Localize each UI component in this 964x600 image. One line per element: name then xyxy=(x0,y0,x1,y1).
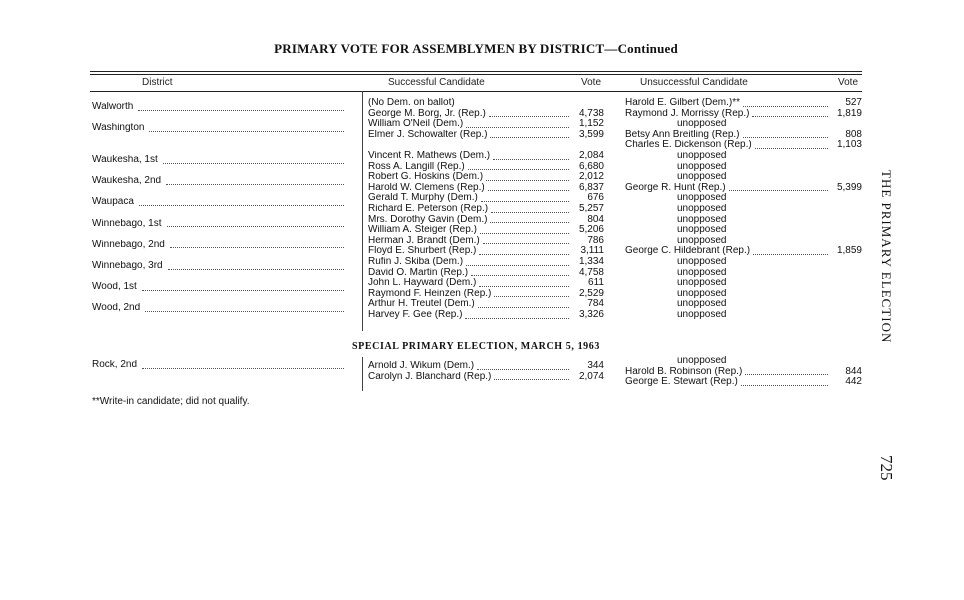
dot-leader xyxy=(753,254,828,255)
unsuccessful-candidate-name: unopposed xyxy=(677,172,727,183)
successful-vote: 1,334 xyxy=(578,256,604,267)
district-name: Walworth xyxy=(92,102,134,112)
unsuccessful-candidate xyxy=(677,310,827,321)
dot-leader xyxy=(493,159,569,160)
unsuccessful-candidate-name: unopposed xyxy=(677,119,727,130)
special-unsuccessful-candidate-name: unopposed xyxy=(677,356,727,366)
unsuccessful-candidate-name: George C. Hildebrant (Rep.) xyxy=(625,246,751,257)
district-row xyxy=(92,176,346,187)
successful-candidate xyxy=(368,215,572,226)
dot-leader xyxy=(755,148,828,149)
district-name: Winnebago, 2nd xyxy=(92,239,165,250)
district-row xyxy=(92,197,346,208)
header-top-rule xyxy=(90,71,862,72)
dot-leader xyxy=(466,265,569,266)
district-name: Waukesha, 1st xyxy=(92,155,158,165)
successful-candidate-name: (No Dem. on ballot) xyxy=(368,98,455,108)
successful-candidate-name: Herman J. Brandt (Dem.) xyxy=(368,235,480,246)
dot-leader xyxy=(743,137,829,138)
unsuccessful-candidate-name: Harold E. Gilbert (Dem.)** xyxy=(625,98,741,108)
district-name: Winnebago, 3rd xyxy=(92,261,163,271)
unsuccessful-candidate-name: unopposed xyxy=(677,257,727,267)
successful-vote: 6,680 xyxy=(578,160,604,172)
successful-candidate-name: John L. Hayward (Dem.) xyxy=(368,278,477,289)
unsuccessful-candidate-name: George R. Hunt (Rep.) xyxy=(625,182,726,193)
successful-candidate-name: Richard E. Peterson (Rep.) xyxy=(368,204,489,214)
district-row xyxy=(92,282,346,293)
unsuccessful-candidate xyxy=(677,225,827,236)
side-running-title: THE PRIMARY ELECTION xyxy=(879,170,894,344)
dot-leader xyxy=(494,379,569,380)
successful-candidate xyxy=(368,299,572,310)
column-separator xyxy=(362,357,363,391)
dot-leader xyxy=(752,116,828,117)
district-row xyxy=(92,240,346,251)
district-name: Rock, 2nd xyxy=(92,360,138,370)
unsuccessful-candidate-name: unopposed xyxy=(677,310,727,320)
footnote: **Write-in candidate; did not qualify. xyxy=(92,396,250,407)
unsuccessful-candidate-name: Betsy Ann Breitling (Rep.) xyxy=(625,129,740,140)
successful-candidate xyxy=(368,268,572,279)
dot-leader xyxy=(483,243,569,244)
unsuccessful-candidate xyxy=(625,183,831,194)
unsuccessful-candidate-name: unopposed xyxy=(677,278,727,289)
unsuccessful-candidate xyxy=(625,130,831,141)
successful-vote: 5,257 xyxy=(578,203,604,214)
unsuccessful-vote: 808 xyxy=(845,128,862,140)
special-unsuccessful-candidate xyxy=(625,367,831,378)
successful-candidate xyxy=(368,289,572,300)
unsuccessful-vote: 1,819 xyxy=(836,107,862,119)
successful-vote: 4,758 xyxy=(578,266,604,278)
dot-leader xyxy=(139,205,344,206)
unsuccessful-candidate-name: Charles E. Dickenson (Rep.) xyxy=(625,140,752,151)
successful-vote: 3,599 xyxy=(578,128,604,140)
successful-candidate xyxy=(368,310,572,321)
dot-leader xyxy=(489,116,569,117)
unsuccessful-candidate xyxy=(677,289,827,300)
dot-leader xyxy=(142,290,344,291)
unsuccessful-candidate-name: unopposed xyxy=(677,204,727,214)
successful-vote: 786 xyxy=(587,234,604,246)
special-unsuccessful-candidate-name: Harold B. Robinson (Rep.) xyxy=(625,366,743,377)
successful-candidate xyxy=(368,246,572,257)
dot-leader xyxy=(479,254,569,255)
dot-leader xyxy=(466,127,569,128)
unsuccessful-candidate xyxy=(677,151,827,162)
dot-leader xyxy=(494,296,569,297)
successful-candidate-name: Rufin J. Skiba (Dem.) xyxy=(368,257,464,267)
special-unsuccessful-candidate-name: George E. Stewart (Rep.) xyxy=(625,377,738,388)
page-title: PRIMARY VOTE FOR ASSEMBLYMEN BY DISTRICT—Continued xyxy=(274,41,678,56)
special-successful-candidate xyxy=(368,372,572,383)
successful-candidate xyxy=(368,162,572,173)
successful-candidate xyxy=(368,130,572,141)
successful-vote: 784 xyxy=(587,298,604,310)
unsuccessful-candidate xyxy=(677,172,827,183)
unsuccessful-candidate-name: unopposed xyxy=(677,267,727,278)
unsuccessful-vote: 5,399 xyxy=(836,181,862,193)
unsuccessful-candidate-name: unopposed xyxy=(677,214,727,225)
successful-candidate xyxy=(368,119,572,130)
unsuccessful-candidate xyxy=(625,246,831,257)
unsuccessful-column-header: Unsuccessful Candidate xyxy=(640,77,748,88)
district-row xyxy=(92,303,346,314)
successful-candidate xyxy=(368,278,572,289)
successful-vote: 804 xyxy=(587,213,604,225)
district-row xyxy=(92,155,346,166)
unsuccessful-candidate-name: unopposed xyxy=(677,288,727,299)
successful-candidate xyxy=(368,193,572,204)
district-row xyxy=(92,219,346,230)
successful-vote: 5,206 xyxy=(578,224,604,236)
unsuccessful-candidate xyxy=(677,193,827,204)
vote-column-header: Vote xyxy=(581,77,602,88)
dot-leader xyxy=(166,184,344,185)
dot-leader xyxy=(478,307,569,308)
dot-leader xyxy=(138,110,344,111)
successful-column-header: Successful Candidate xyxy=(388,77,485,88)
dot-leader xyxy=(743,106,828,107)
header-bottom-rule xyxy=(90,91,862,92)
vote-column-header-2: Vote xyxy=(838,77,859,88)
successful-candidate xyxy=(368,172,572,183)
successful-vote: 676 xyxy=(587,192,604,204)
successful-vote: 611 xyxy=(588,277,604,289)
dot-leader xyxy=(745,374,828,375)
dot-leader xyxy=(471,275,569,276)
successful-vote: 1,152 xyxy=(578,118,604,130)
special-district-row xyxy=(92,360,346,371)
successful-candidate-name: Harvey F. Gee (Rep.) xyxy=(368,310,463,320)
district-column-header: District xyxy=(142,77,173,88)
unsuccessful-candidate xyxy=(677,162,827,173)
dot-leader xyxy=(145,311,344,312)
successful-candidate-name: George M. Borg, Jr. (Rep.) xyxy=(368,108,486,119)
unsuccessful-candidate-name: unopposed xyxy=(677,161,727,172)
dot-leader xyxy=(481,201,569,202)
unsuccessful-candidate xyxy=(677,278,827,289)
successful-candidate-name: Robert G. Hoskins (Dem.) xyxy=(368,172,484,183)
district-name: Wood, 1st xyxy=(92,282,137,293)
unsuccessful-candidate xyxy=(677,299,827,310)
district-row xyxy=(92,261,346,272)
unsuccessful-vote: 1,859 xyxy=(836,245,862,257)
dot-leader xyxy=(149,131,344,132)
district-row xyxy=(92,123,346,134)
special-unsuccessful-candidate xyxy=(625,377,831,388)
district-name: Waupaca xyxy=(92,197,134,208)
dot-leader xyxy=(170,247,344,248)
unsuccessful-candidate xyxy=(625,98,831,109)
successful-vote: 6,837 xyxy=(578,181,604,193)
unsuccessful-candidate xyxy=(677,257,827,268)
successful-candidate xyxy=(368,225,572,236)
special-successful-candidate-name: Carolyn J. Blanchard (Rep.) xyxy=(368,371,492,382)
district-name: Washington xyxy=(92,123,145,134)
dot-leader xyxy=(491,212,569,213)
district-name: Waukesha, 2nd xyxy=(92,176,162,187)
successful-vote: 2,012 xyxy=(578,171,604,183)
successful-candidate-name: Gerald T. Murphy (Dem.) xyxy=(368,193,478,204)
successful-candidate-name: David O. Martin (Rep.) xyxy=(368,267,469,278)
successful-candidate-name: William A. Steiger (Rep.) xyxy=(368,225,477,236)
unsuccessful-vote: 527 xyxy=(845,97,862,108)
district-name: Winnebago, 1st xyxy=(92,218,162,229)
unsuccessful-candidate xyxy=(677,204,827,215)
header-top-rule-2 xyxy=(90,74,862,75)
successful-candidate xyxy=(368,109,572,120)
successful-candidate-name: Elmer J. Schowalter (Rep.) xyxy=(368,129,488,140)
dot-leader xyxy=(741,385,828,386)
successful-candidate-name: Harold W. Clemens (Rep.) xyxy=(368,182,485,193)
successful-vote: 3,111 xyxy=(580,245,604,257)
successful-candidate xyxy=(368,98,572,109)
successful-candidate-name: Arthur H. Treutel (Dem.) xyxy=(368,299,475,310)
successful-vote: 4,738 xyxy=(578,107,604,119)
successful-candidate xyxy=(368,183,572,194)
successful-vote: 2,529 xyxy=(578,287,604,299)
district-name: Wood, 2nd xyxy=(92,303,141,314)
dot-leader xyxy=(490,137,569,138)
unsuccessful-candidate xyxy=(677,215,827,226)
unsuccessful-candidate-name: unopposed xyxy=(677,193,727,204)
unsuccessful-candidate xyxy=(677,119,827,130)
successful-candidate xyxy=(368,236,572,247)
unsuccessful-candidate-name: unopposed xyxy=(677,225,727,236)
unsuccessful-candidate xyxy=(677,268,827,279)
dot-leader xyxy=(468,169,569,170)
unsuccessful-vote: 1,103 xyxy=(836,139,862,151)
successful-candidate-name: Mrs. Dorothy Gavin (Dem.) xyxy=(368,214,488,225)
dot-leader xyxy=(142,368,344,369)
dot-leader xyxy=(168,269,344,270)
successful-candidate xyxy=(368,204,572,215)
unsuccessful-candidate xyxy=(625,140,831,151)
unsuccessful-candidate-name: unopposed xyxy=(677,235,727,246)
successful-vote: 2,084 xyxy=(578,150,604,161)
dot-leader xyxy=(163,163,344,164)
unsuccessful-candidate-name: Raymond J. Morrissy (Rep.) xyxy=(625,108,750,119)
dot-leader xyxy=(479,286,569,287)
column-separator xyxy=(362,91,363,331)
unsuccessful-candidate-name: unopposed xyxy=(677,299,727,310)
district-row xyxy=(92,102,346,113)
special-successful-candidate xyxy=(368,361,572,372)
dot-leader xyxy=(729,190,828,191)
special-election-heading: SPECIAL PRIMARY ELECTION, MARCH 5, 1963 xyxy=(352,341,600,352)
page-number: 725 xyxy=(877,455,896,481)
special-unsuccessful-candidate xyxy=(677,356,827,367)
dot-leader xyxy=(477,369,569,370)
dot-leader xyxy=(465,318,569,319)
special-successful-vote: 344 xyxy=(587,360,604,372)
dot-leader xyxy=(480,233,569,234)
successful-candidate xyxy=(368,257,572,268)
successful-candidate-name: Vincent R. Mathews (Dem.) xyxy=(368,151,491,161)
unsuccessful-candidate xyxy=(677,236,827,247)
dot-leader xyxy=(490,222,569,223)
dot-leader xyxy=(167,226,345,227)
successful-candidate-name: Ross A. Langill (Rep.) xyxy=(368,161,465,172)
successful-candidate xyxy=(368,151,572,162)
dot-leader xyxy=(486,180,569,181)
unsuccessful-candidate xyxy=(625,109,831,120)
special-unsuccessful-vote: 844 xyxy=(845,365,862,377)
special-successful-vote: 2,074 xyxy=(578,370,604,382)
successful-candidate-name: William O'Neil (Dem.) xyxy=(368,119,464,130)
unsuccessful-candidate-name: unopposed xyxy=(677,151,727,161)
successful-candidate-name: Raymond F. Heinzen (Rep.) xyxy=(368,288,492,299)
successful-vote: 3,326 xyxy=(578,309,604,320)
dot-leader xyxy=(488,190,569,191)
successful-candidate-name: Floyd E. Shurbert (Rep.) xyxy=(368,246,477,257)
special-unsuccessful-vote: 442 xyxy=(845,376,862,388)
special-successful-candidate-name: Arnold J. Wikum (Dem.) xyxy=(368,361,475,372)
